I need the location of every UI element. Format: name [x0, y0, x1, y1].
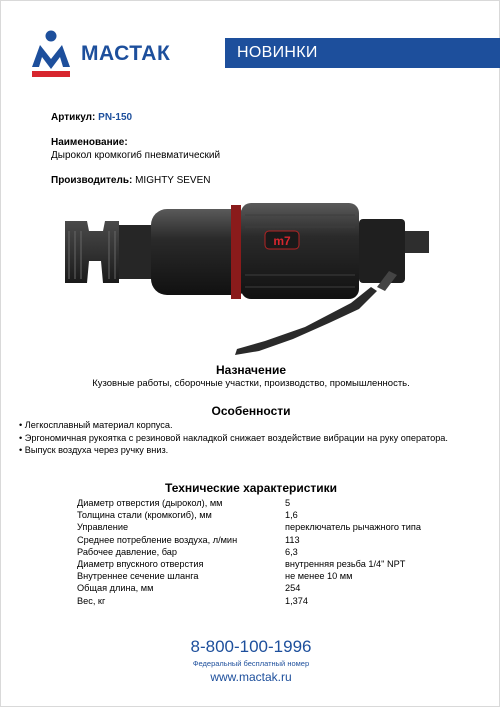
spec-value: 6,3 — [285, 546, 298, 557]
phone-note: Федеральный бесплатный номер — [192, 659, 310, 668]
article-label: Артикул: — [51, 112, 96, 123]
phone-number[interactable]: 8-800-100-1996 — [190, 637, 312, 656]
website-link[interactable]: www.mactak.ru — [210, 670, 292, 684]
spec-key: Диаметр впускного отверстия — [77, 559, 204, 570]
maker-value: MIGHTY SEVEN — [135, 175, 211, 186]
table-row — [77, 497, 421, 509]
spec-key: Среднее потребление воздуха, л/мин — [77, 534, 238, 545]
purpose-title: Назначение — [215, 363, 286, 377]
spec-key: Вес, кг — [77, 595, 106, 606]
features-title: Особенности — [211, 404, 291, 418]
spec-value: 254 — [285, 583, 301, 594]
table-row — [77, 570, 421, 582]
article-value: PN-150 — [98, 112, 133, 123]
spec-value: переключатель рычажного типа — [285, 522, 421, 533]
feature-item: • Эргономичная рукоятка с резиновой накладкой снижает воздействие вибрации на руку оператора. — [19, 432, 479, 445]
spec-key: Общая длина, мм — [77, 583, 154, 594]
name-label: Наименование: — [51, 137, 128, 148]
spec-value: 1,374 — [285, 595, 308, 606]
table-row — [77, 558, 421, 570]
name-value: Дырокол кромкогиб пневматический — [51, 150, 221, 161]
spec-value: внутренняя резьба 1/4" NPT — [285, 559, 406, 570]
specs-title: Технические характеристики — [164, 481, 338, 495]
maker-label: Производитель: — [51, 175, 133, 186]
spec-key: Диаметр отверстия (дырокол), мм — [77, 498, 223, 508]
purpose-text: Кузовные работы, сборочные участки, производство, промышленность. — [92, 378, 410, 389]
spec-value: 113 — [285, 534, 300, 545]
maker-row — [51, 174, 220, 187]
name-row — [51, 136, 220, 162]
feature-item: • Выпуск воздуха через ручку вниз. — [19, 444, 479, 457]
features-list — [19, 419, 479, 457]
table-row — [77, 582, 421, 594]
table-row — [77, 546, 421, 558]
brand-name: МАСТАК — [81, 42, 171, 65]
spec-value: 1,6 — [285, 510, 298, 521]
spec-key: Толщина стали (кромкогиб), мм — [77, 510, 212, 521]
m7-badge: m7 — [273, 234, 291, 248]
table-row — [77, 534, 421, 546]
specs-table — [77, 497, 421, 607]
spec-key: Управление — [77, 522, 129, 533]
news-banner: НОВИНКИ — [225, 38, 500, 68]
article-row — [51, 111, 220, 124]
spec-key: Внутреннее сечение шланга — [77, 571, 199, 582]
table-row — [77, 595, 421, 607]
product-info — [51, 111, 220, 199]
feature-item: • Легкосплавный материал корпуса. — [19, 419, 479, 432]
table-row — [77, 521, 421, 533]
table-row — [77, 509, 421, 521]
spec-key: Рабочее давление, бар — [77, 546, 177, 557]
brand-logo[interactable] — [29, 29, 170, 79]
spec-value: 5 — [285, 498, 291, 508]
product-image — [59, 191, 443, 361]
mastak-logo-icon — [29, 29, 73, 79]
spec-value: не менее 10 мм — [285, 571, 353, 582]
